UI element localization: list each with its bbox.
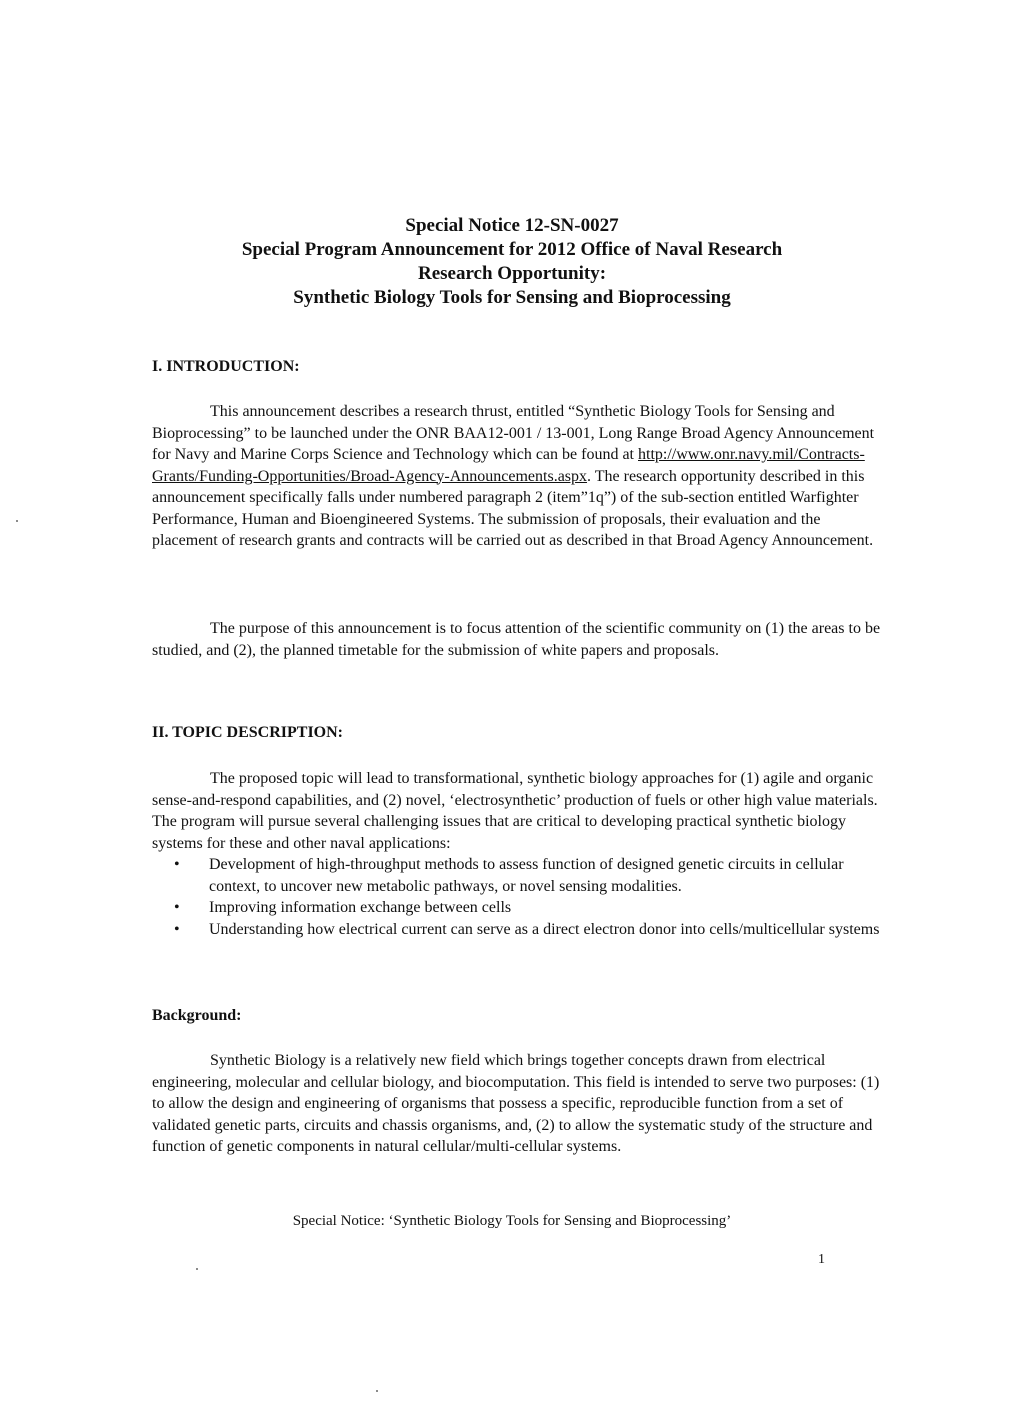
list-item-text: Improving information exchange between cells bbox=[209, 899, 512, 916]
page-number: 1 bbox=[818, 1252, 825, 1267]
topic-title: Synthetic Biology Tools for Sensing and Bioprocessing bbox=[293, 287, 731, 308]
scan-speck bbox=[196, 1268, 198, 1270]
list-item-text: Understanding how electrical current can serve as a direct electron donor into cells/multicellular systems bbox=[209, 920, 880, 938]
background-text: Synthetic Biology is a relatively new field which brings together concepts drawn from electrical engineering, molecular and cellular biology, and biocomputation. This field is intended to serve two purposes: (1) to allow the design and engineering of organisms that possess a specific, reproducible function from a set of validated genetic parts, circuits and chassis organisms, and, (2) to allow the systematic study of the structure and function of genetic components in natural cellular/multi-cellular systems. bbox=[152, 1052, 880, 1155]
list-item-text: Development of high-throughput methods to assess function of designed genetic circuits in cellular context, to uncover new metabolic pathways, or novel sensing modalities. bbox=[209, 856, 844, 895]
topic-description-heading: II. TOPIC DESCRIPTION: bbox=[152, 724, 344, 741]
introduction-heading: I. INTRODUCTION: bbox=[152, 358, 300, 375]
challenge-list bbox=[152, 854, 888, 940]
bullet-icon: • bbox=[174, 899, 180, 916]
introduction-text-end: . The research opportunity described in this announcement specifically falls under numbered paragraph 2 (item”1q”) of the sub-section entitled Warfighter Performance, Human and Bioengineered Systems. The submission of proposals, their evaluation and the placement of research grants and contracts will be carried out as described in that Broad Agency Announcement. bbox=[152, 467, 874, 549]
notice-number: Special Notice 12-SN-0027 bbox=[405, 215, 619, 236]
bullet-icon: • bbox=[174, 856, 180, 873]
introduction-paragraph-2 bbox=[152, 618, 888, 661]
list-item bbox=[152, 919, 888, 941]
topic-description-text: The proposed topic will lead to transformational, synthetic biology approaches for (1) agile and organic sense-and-respond capabilities, and (2) novel, ‘electrosynthetic’ production of fuels or other high value materials. The program will pursue several challenging issues that are critical to developing practical synthetic biology systems for these and other naval applications: bbox=[152, 770, 878, 852]
baa-link[interactable]: http://www.onr.navy.mil/Contracts-Grants/Funding-Opportunities/Broad-Agency-Announcements.aspx bbox=[152, 446, 865, 485]
purpose-text: The purpose of this announcement is to focus attention of the scientific community on (1) the areas to be studied, and (2), the planned timetable for the submission of white papers and proposals. bbox=[152, 620, 881, 659]
introduction-paragraph-1 bbox=[152, 401, 888, 552]
list-item bbox=[152, 897, 888, 919]
scan-speck bbox=[16, 520, 18, 522]
bullet-icon: • bbox=[174, 920, 180, 938]
program-announcement-title: Special Program Announcement for 2012 Office of Naval Research bbox=[241, 239, 783, 260]
research-opportunity-label: Research Opportunity: bbox=[417, 263, 607, 284]
list-item bbox=[152, 854, 888, 897]
introduction-text-start: This announcement describes a research thrust, entitled “Synthetic Biology Tools for Sensing and Bioprocessing” to be launched under the ONR BAA12-001 / 13-001, Long Range Broad Agency Announcement for Navy and Marine Corps Science and Technology which can be found at bbox=[152, 403, 875, 463]
page-footer: Special Notice: ‘Synthetic Biology Tools for Sensing and Bioprocessing’ bbox=[292, 1213, 732, 1229]
background-heading: Background: bbox=[152, 1007, 242, 1024]
document-title bbox=[150, 214, 874, 310]
scan-speck bbox=[376, 1390, 378, 1392]
background-paragraph bbox=[152, 1050, 888, 1158]
topic-description-paragraph bbox=[152, 768, 888, 854]
